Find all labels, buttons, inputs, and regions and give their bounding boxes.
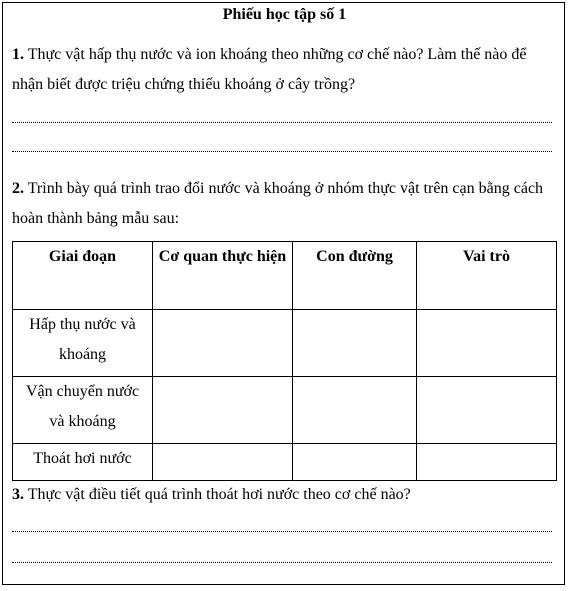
answer-cell[interactable]	[293, 310, 417, 377]
answer-line	[12, 122, 552, 123]
question-3-text: Thực vật điều tiết quá trình thoát hơi nước theo cơ chế nào?	[27, 486, 411, 503]
answer-cell[interactable]	[417, 377, 557, 444]
question-2	[12, 174, 552, 234]
answer-cell[interactable]	[417, 310, 557, 377]
answer-cell[interactable]	[153, 377, 293, 444]
answer-cell[interactable]	[417, 444, 557, 481]
question-3-number: 3.	[12, 486, 24, 503]
table-header-row	[13, 242, 557, 310]
answer-line	[12, 151, 552, 152]
answer-line	[12, 562, 552, 563]
answer-cell[interactable]	[153, 444, 293, 481]
header-role: Vai trò	[417, 242, 557, 310]
worksheet-title: Phiếu học tập số 1	[222, 6, 347, 23]
row-stage: Vận chuyển nước và khoáng	[13, 377, 153, 444]
question-3	[12, 480, 411, 510]
answer-cell[interactable]	[293, 377, 417, 444]
question-1	[12, 40, 552, 100]
question-2-text: Trình bày quá trình trao đổi nước và khoáng ở nhóm thực vật trên cạn bằng cách hoàn thành bảng mẫu sau:	[12, 180, 544, 227]
row-stage: Hấp thụ nước và khoáng	[13, 310, 153, 377]
table-row	[13, 444, 557, 481]
exchange-table	[12, 241, 557, 481]
header-organ: Cơ quan thực hiện	[153, 242, 293, 310]
header-stage: Giai đoạn	[13, 242, 153, 310]
question-2-number: 2.	[12, 180, 24, 197]
table-row	[13, 310, 557, 377]
answer-cell[interactable]	[153, 310, 293, 377]
answer-line	[12, 531, 552, 532]
table-row	[13, 377, 557, 444]
question-1-number: 1.	[12, 46, 24, 63]
row-stage: Thoát hơi nước	[13, 444, 153, 481]
question-1-text: Thực vật hấp thụ nước và ion khoáng theo những cơ chế nào? Làm thế nào để nhận biết được triệu chứng thiếu khoáng ở cây trồng?	[12, 46, 527, 93]
answer-cell[interactable]	[293, 444, 417, 481]
header-pathway: Con đường	[293, 242, 417, 310]
